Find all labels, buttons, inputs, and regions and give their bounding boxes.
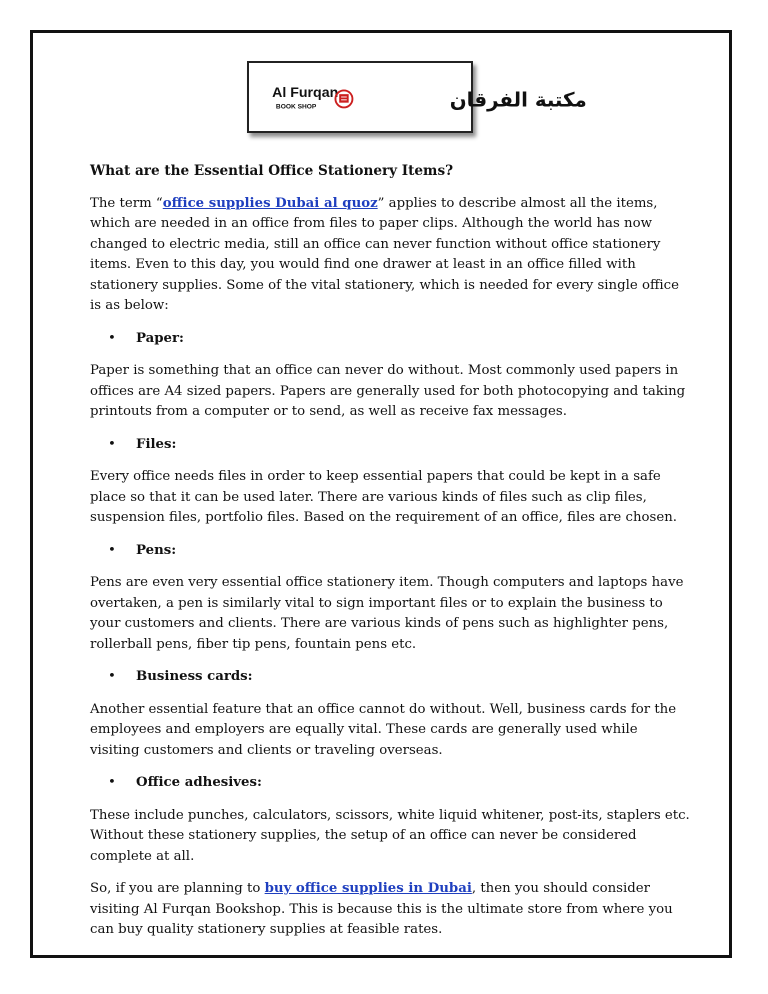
section-heading-office-adhesives: Office adhesives: bbox=[136, 775, 262, 790]
list-item bbox=[90, 773, 690, 794]
section-body-pens: Pens are even very essential office stationery item. Though computers and laptops have overtaken, a pen is similarly vital to sign important files or to explain the business to your customers and clients. There are various kinds of pens such as highlighter pens, rollerball pens, fiber tip pens, fountain pens etc. bbox=[90, 575, 684, 652]
list-item bbox=[90, 541, 690, 562]
section-body-files: Every office needs files in order to keep essential papers that could be kept in a safe place so that it can be used later. There are various kinds of files such as clip files, suspension files, portfolio files. Based on the requirement of an office, files are chosen. bbox=[90, 469, 678, 525]
list-item bbox=[90, 329, 690, 350]
section-heading-pens: Pens: bbox=[136, 542, 177, 558]
brand-logo bbox=[247, 61, 587, 133]
section-heading-business-cards: Business cards: bbox=[136, 669, 253, 684]
closing-text-before: So, if you are planning to bbox=[90, 881, 265, 896]
section-heading-files: Files: bbox=[136, 436, 177, 452]
section-body-business-cards: Another essential feature that an office cannot do without. Well, business cards for the employees and employers are equally vital. These cards are generally used while visiting customers and clients or traveling overseas. bbox=[90, 701, 677, 758]
list-item bbox=[90, 667, 690, 688]
logo-arabic-name: مكتبة الفرقان bbox=[449, 88, 587, 112]
closing-text-after: , then you should consider visiting Al Furqan Bookshop. This is because this is the ultimate store from where you can buy quality stationery supplies at feasible rates. bbox=[90, 881, 673, 937]
logo-graphic bbox=[249, 63, 587, 131]
bullet-icon: • bbox=[108, 542, 116, 558]
article bbox=[90, 161, 690, 953]
bullet-icon: • bbox=[108, 436, 116, 452]
logo-brand-name: Al Furqan bbox=[272, 85, 339, 101]
section-heading-paper: Paper: bbox=[136, 330, 184, 346]
article-title: What are the Essential Office Stationery Items? bbox=[90, 163, 454, 179]
section-body-office-adhesives: These include punches, calculators, scissors, white liquid whitener, post-its, staplers etc. Without these stationery supplies, the setup of an office can never be considered complete at all. bbox=[90, 807, 690, 864]
logo-brand-subtitle: BOOK SHOP bbox=[275, 103, 317, 111]
bullet-icon: • bbox=[108, 330, 116, 346]
closing-paragraph bbox=[90, 879, 690, 941]
intro-text-before: The term “ bbox=[90, 195, 163, 211]
list-item bbox=[90, 435, 690, 456]
intro-text-after: ” applies to describe almost all the items, which are needed in an office from files to paper clips. Although the world has now changed to electric media, still an office can never function without office stationery items. Even to this day, you would find one drawer at least in an office filled with stationery supplies. Some of the vital stationery, which is needed for every single office is as below: bbox=[90, 195, 679, 313]
office-supplies-dubai-al-quoz-link[interactable]: office supplies Dubai al quoz bbox=[162, 195, 378, 211]
buy-office-supplies-in-dubai-link[interactable]: buy office supplies in Dubai bbox=[264, 881, 472, 896]
bullet-icon: • bbox=[108, 669, 116, 684]
bullet-icon: • bbox=[108, 775, 116, 790]
intro-paragraph bbox=[90, 194, 690, 317]
section-body-paper: Paper is something that an office can never do without. Most commonly used papers in offices are A4 sized papers. Papers are generally used for both photocopying and taking printouts from a computer or to send, as well as receive fax messages. bbox=[90, 363, 686, 419]
